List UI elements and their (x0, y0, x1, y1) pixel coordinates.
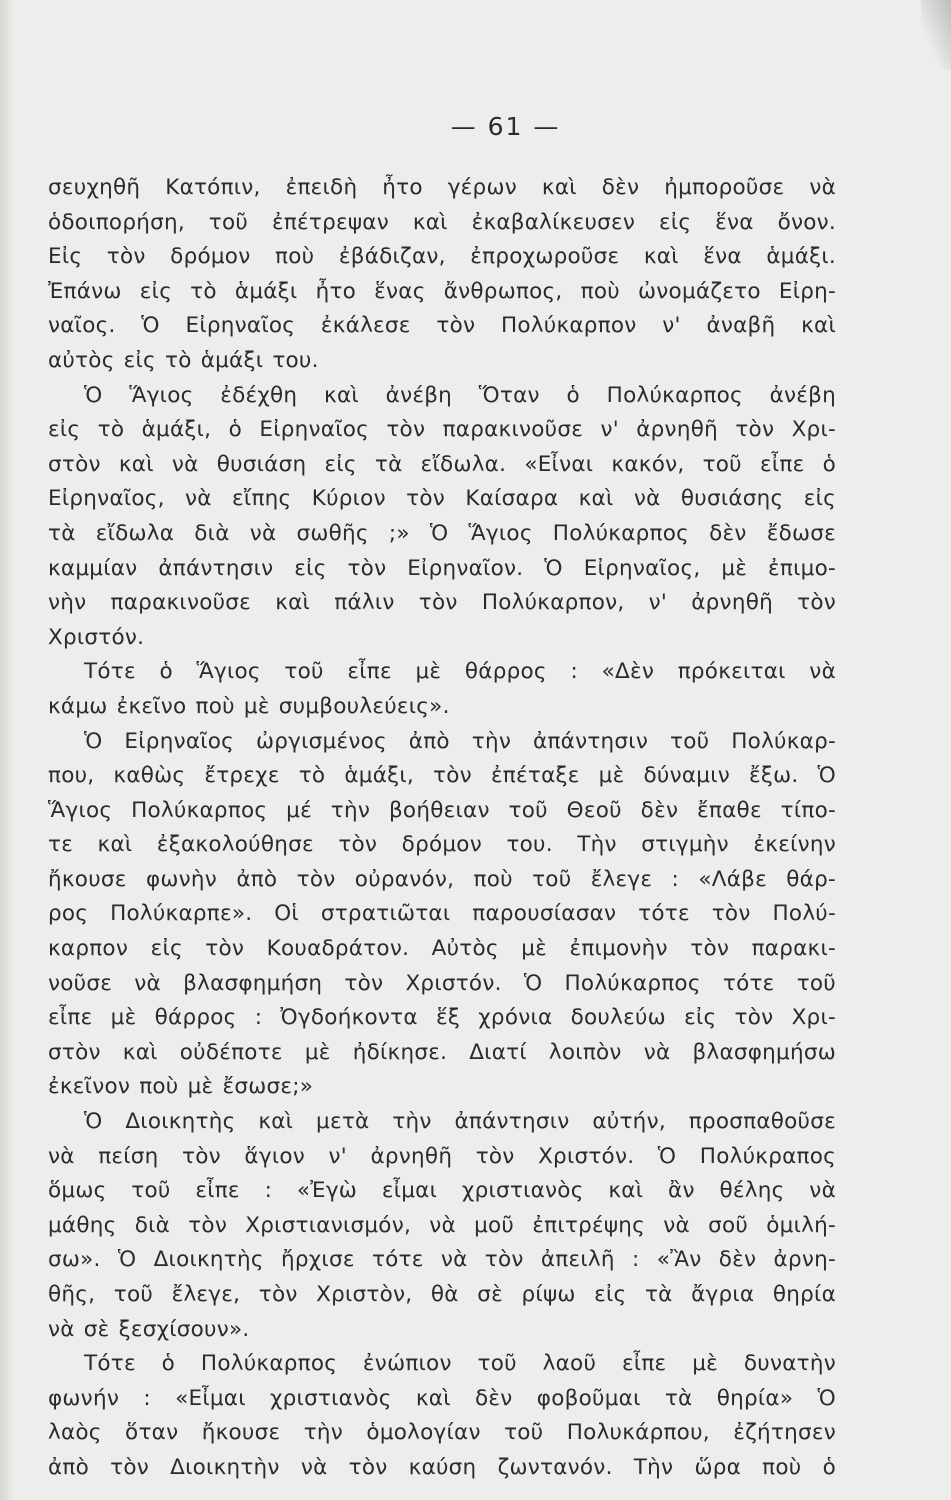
text-line: κάμω ἐκεῖνο ποὺ μὲ συμβουλεύεις». (48, 693, 450, 719)
text-line: Ὁ Ἅγιος ἐδέχθη καὶ ἀνέβη Ὅταν ὁ Πολύκαρπος ἀνέβη (84, 382, 836, 408)
paragraph (48, 1347, 836, 1485)
text-line: Τότε ὁ Πολύκαρπος ἐνώπιον τοῦ λαοῦ εἶπε μὲ δυνατὴν (84, 1351, 836, 1377)
text-line: ἀπὸ τὸν Διοικητὴν νὰ τὸν καύση ζωντανόν. Τὴν ὥρα ποὺ ὁ (48, 1454, 836, 1480)
text-line: εἰς τὸ ἁμάξι, ὁ Εἰρηναῖος τὸν παρακινοῦσε ν' ἀρνηθῆ τὸν Χρι- (48, 417, 836, 443)
text-line: Ἐπάνω εἰς τὸ ἁμάξι ἦτο ἕνας ἄνθρωπος, ποὺ ὠνομάζετο Εἰρη- (48, 278, 836, 304)
text-line: Ὁ Εἰρηναῖος ὠργισμένος ἀπὸ τὴν ἀπάντησιν τοῦ Πολύκαρ- (84, 728, 836, 754)
text-line: θῆς, τοῦ ἔλεγε, τὸν Χριστὸν, θὰ σὲ ρίψω εἰς τὰ ἄγρια θηρία (48, 1282, 836, 1307)
text-line: σω». Ὁ Διοικητὴς ἤρχισε τότε νὰ τὸν ἀπειλῆ : «Ἂν δὲν ἀρνη- (48, 1247, 836, 1273)
paragraph (48, 1105, 836, 1347)
page-spine-shadow (0, 0, 14, 1500)
text-line: νὰ σὲ ξεσχίσουν». (48, 1316, 250, 1342)
text-line: ὅμως τοῦ εἶπε : «Ἐγὼ εἶμαι χριστιανὸς καὶ ἂν θέλης νὰ (48, 1178, 836, 1204)
text-line: Χριστόν. (48, 624, 145, 650)
text-line: τε καὶ ἐξακολούθησε τὸν δρόμον του. Τὴν στιγμὴν ἐκείνην (48, 832, 836, 858)
text-line: τὰ εἴδωλα διὰ νὰ σωθῆς ;» Ὁ Ἅγιος Πολύκαρπος δὲν ἔδωσε (48, 520, 836, 546)
text-line: Τότε ὁ Ἅγιος τοῦ εἶπε μὲ θάρρος : «Δὲν πρόκειται νὰ (84, 659, 836, 685)
text-line: καμμίαν ἀπάντησιν εἰς τὸν Εἰρηναῖον. Ὁ Εἰρηναῖος, μὲ ἐπιμο- (48, 555, 836, 581)
text-line: νὴν παρακινοῦσε καὶ πάλιν τὸν Πολύκαρπον, ν' ἀρνηθῆ τὸν (48, 590, 836, 616)
text-line: ναῖος. Ὁ Εἰρηναῖος ἐκάλεσε τὸν Πολύκαρπον ν' ἀναβῆ καὶ (48, 313, 836, 339)
text-line: ἐκεῖνον ποὺ μὲ ἔσωσε;» (48, 1074, 314, 1100)
text-line: Ὁ Διοικητὴς καὶ μετὰ τὴν ἀπάντησιν αὐτήν, προσπαθοῦσε (84, 1109, 836, 1135)
text-line: Εἰρηναῖος, νὰ εἴπης Κύριον τὸν Καίσαρα καὶ νὰ θυσιάσης εἰς (48, 486, 836, 512)
text-line: λαὸς ὅταν ἤκουσε τὴν ὁμολογίαν τοῦ Πολυκάρπου, ἐζήτησεν (48, 1420, 836, 1446)
paragraph (48, 379, 836, 656)
text-line: στὸν καὶ οὐδέποτε μὲ ἠδίκησε. Διατί λοιπὸν νὰ βλασφημήσω (48, 1039, 836, 1065)
body-text (48, 171, 836, 1486)
page-corner-shadow (921, 0, 951, 70)
text-line: ἤκουσε φωνὴν ἀπὸ τὸν οὐρανόν, ποὺ τοῦ ἔλεγε : «Λάβε θάρ- (48, 866, 836, 892)
text-line: Ἅγιος Πολύκαρπος μέ τὴν βοήθειαν τοῦ Θεοῦ δὲν ἔπαθε τίπο- (48, 797, 836, 823)
paragraph (48, 725, 836, 1106)
text-line: ὁδοιπορήση, τοῦ ἐπέτρεψαν καὶ ἐκαβαλίκευσεν εἰς ἕνα ὄνον. (48, 209, 836, 235)
paragraph (48, 171, 836, 379)
text-line: Εἰς τὸν δρόμον ποὺ ἐβάδιζαν, ἐπροχωροῦσε καὶ ἕνα ἁμάξι. (48, 244, 836, 270)
paragraph (48, 655, 836, 724)
page-number: — 61 — (450, 112, 561, 141)
text-line: ρος Πολύκαρπε». Οἱ στρατιῶται παρουσίασαν τότε τὸν Πολύ- (48, 901, 836, 927)
text-line: καρπον εἰς τὸν Κουαδράτον. Αὐτὸς μὲ ἐπιμονὴν τὸν παρακι- (48, 936, 836, 962)
text-line: νὰ πείση τὸν ἅγιον ν' ἀρνηθῆ τὸν Χριστόν. Ὁ Πολύκραπος (48, 1143, 836, 1169)
text-line: φωνήν : «Εἶμαι χριστιανὸς καὶ δὲν φοβοῦμαι τὰ θηρία» Ὁ (48, 1385, 836, 1411)
text-line: μάθης διὰ τὸν Χριστιανισμόν, νὰ μοῦ ἐπιτρέψης νὰ σοῦ ὁμιλή- (48, 1212, 836, 1238)
text-line: νοῦσε νὰ βλασφημήση τὸν Χριστόν. Ὁ Πολύκαρπος τότε τοῦ (48, 970, 836, 996)
text-line: που, καθὼς ἔτρεχε τὸ ἁμάξι, τὸν ἐπέταξε μὲ δύναμιν ἔξω. Ὁ (48, 763, 836, 789)
text-line: αὐτὸς εἰς τὸ ἁμάξι του. (48, 347, 319, 373)
text-line: σευχηθῆ Κατόπιν, ἐπειδὴ ἦτο γέρων καὶ δὲν ἠμποροῦσε νὰ (48, 175, 836, 200)
text-line: εἶπε μὲ θάρρος : Ὀγδοήκοντα ἕξ χρόνια δουλεύω εἰς τὸν Χρι- (48, 1005, 836, 1031)
text-line: στὸν καὶ νὰ θυσιάση εἰς τὰ εἴδωλα. «Εἶναι κακόν, τοῦ εἶπε ὁ (48, 451, 836, 477)
